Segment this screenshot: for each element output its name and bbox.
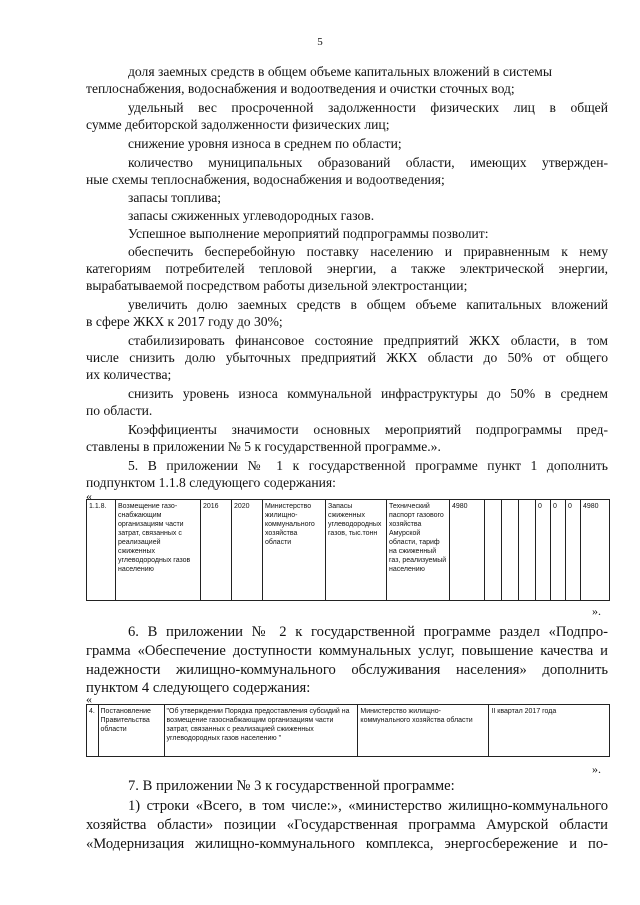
cell-indicator: Запасы сжиженных углеводородных газов, тыс.тонн <box>326 500 387 601</box>
cell-title: "Об утверждении Порядка предоставления субсидий на возмещение газоснабжающим организациям части затрат, связанных с реализацией сжиженных углеводородных газов населению " <box>164 705 358 757</box>
cell-last: 4980 <box>581 500 610 601</box>
cell-responsible: Министерство жилищно-коммунального хозяйства области <box>263 500 326 601</box>
text-line: 5. В приложении № 1 к государственной программе пункт 1 дополнить <box>128 458 608 473</box>
cell-empty <box>485 500 502 601</box>
text-line: грамма «Обеспечение доступности коммунальных услуг, повышение качества и <box>86 643 608 659</box>
text-line: теплоснабжения, водоснабжения и водоотведения и очистки сточных вод; <box>86 81 515 96</box>
text-line: сумме дебиторской задолженности физических лиц; <box>86 117 390 132</box>
text-line: числе снизить долю убыточных предприятий ЖКХ области до 50% от общего <box>86 350 608 365</box>
text-line: стабилизировать финансовое состояние предприятий ЖКХ области, в том <box>128 333 608 348</box>
cell-result: Технический паспорт газового хозяйства Амурской области, тариф на сжиженный газ, реализуемый населению <box>387 500 450 601</box>
cell-executor: Министерство жилищно-коммунального хозяйства области <box>358 705 489 757</box>
text-line: 6. В приложении № 2 к государственной программе раздел «Подпро- <box>128 624 608 640</box>
text-line: категориям потребителей тепловой энергии, а также электрической энергии, <box>86 261 608 276</box>
text-line: снизить уровень износа коммунальной инфраструктуры до 50% в среднем <box>128 386 608 401</box>
text-line: увеличить долю заемных средств в общем объеме капитальных вложений <box>128 297 608 312</box>
text-line: вырабатываемой посредством работы дизельной электростанции; <box>86 278 468 293</box>
table-legal-acts <box>86 704 610 757</box>
cell-empty <box>519 500 536 601</box>
text-line: снижение уровня износа в среднем по области; <box>128 136 402 151</box>
text-line: в сфере ЖКХ к 2017 году до 30%; <box>86 314 283 329</box>
text-line: Успешное выполнение мероприятий подпрограммы позволит: <box>128 226 489 241</box>
cell-doc-type: Постановление Правительства области <box>98 705 164 757</box>
table-row <box>87 705 610 757</box>
table-row <box>87 500 610 601</box>
cell-total: 4980 <box>450 500 485 601</box>
cell-num: 4. <box>87 705 99 757</box>
text-line: Коэффициенты значимости основных мероприятий подпрограммы пред- <box>128 422 608 437</box>
text-line: по области. <box>86 403 153 418</box>
text-line: запасы сжиженных углеводородных газов. <box>128 208 375 223</box>
cell-value: 0 <box>536 500 551 601</box>
text-line: запасы топлива; <box>128 190 222 205</box>
text-line: обеспечить бесперебойную поставку населению и приравненным к нему <box>128 244 608 259</box>
text-line: 7. В приложении № 3 к государственной программе: <box>128 778 455 794</box>
text-line: хозяйства области» позиции «Государственная программа Амурской области <box>86 817 608 833</box>
cell-value: 0 <box>566 500 581 601</box>
cell-empty <box>502 500 519 601</box>
text-line: ставлены в приложении № 5 к государственной программе.». <box>86 439 441 454</box>
text-line: пунктом 4 следующего содержания: <box>86 680 311 696</box>
quote-close: ». <box>592 762 601 776</box>
text-line: надежности жилищно-коммунального обслуживания населения» дополнить <box>86 662 608 678</box>
cell-start-year: 2016 <box>201 500 232 601</box>
cell-end-year: 2020 <box>232 500 263 601</box>
text-line: их количества; <box>86 367 172 382</box>
text-line: количество муниципальных образований области, имеющих утвержден- <box>128 155 608 170</box>
text-line: доля заемных средств в общем объеме капитальных вложений в системы <box>128 64 552 79</box>
cell-num: 1.1.8. <box>87 500 116 601</box>
quote-close: ». <box>592 604 601 618</box>
table-program-items <box>86 499 610 601</box>
text-line: удельный вес просроченной задолженности физических лиц в общей <box>128 100 608 115</box>
cell-name: Возмещение газо-снабжающим организациям части затрат, связанных с реализацией сжиженных углеводородных газов населению <box>116 500 201 601</box>
cell-value: 0 <box>551 500 566 601</box>
text-line: подпунктом 1.1.8 следующего содержания: <box>86 475 336 490</box>
text-line: ные схемы теплоснабжения, водоснабжения и водоотведения; <box>86 172 445 187</box>
quote-open: « <box>86 692 92 706</box>
page-number: 5 <box>317 36 323 48</box>
quote-open: « <box>86 489 92 503</box>
text-line: «Модернизация жилищно-коммунального комплекса, энергосбережение и по- <box>86 836 608 852</box>
text-line: 1) строки «Всего, в том числе:», «министерство жилищно-коммунального <box>128 798 608 814</box>
cell-deadline: II квартал 2017 года <box>489 705 610 757</box>
